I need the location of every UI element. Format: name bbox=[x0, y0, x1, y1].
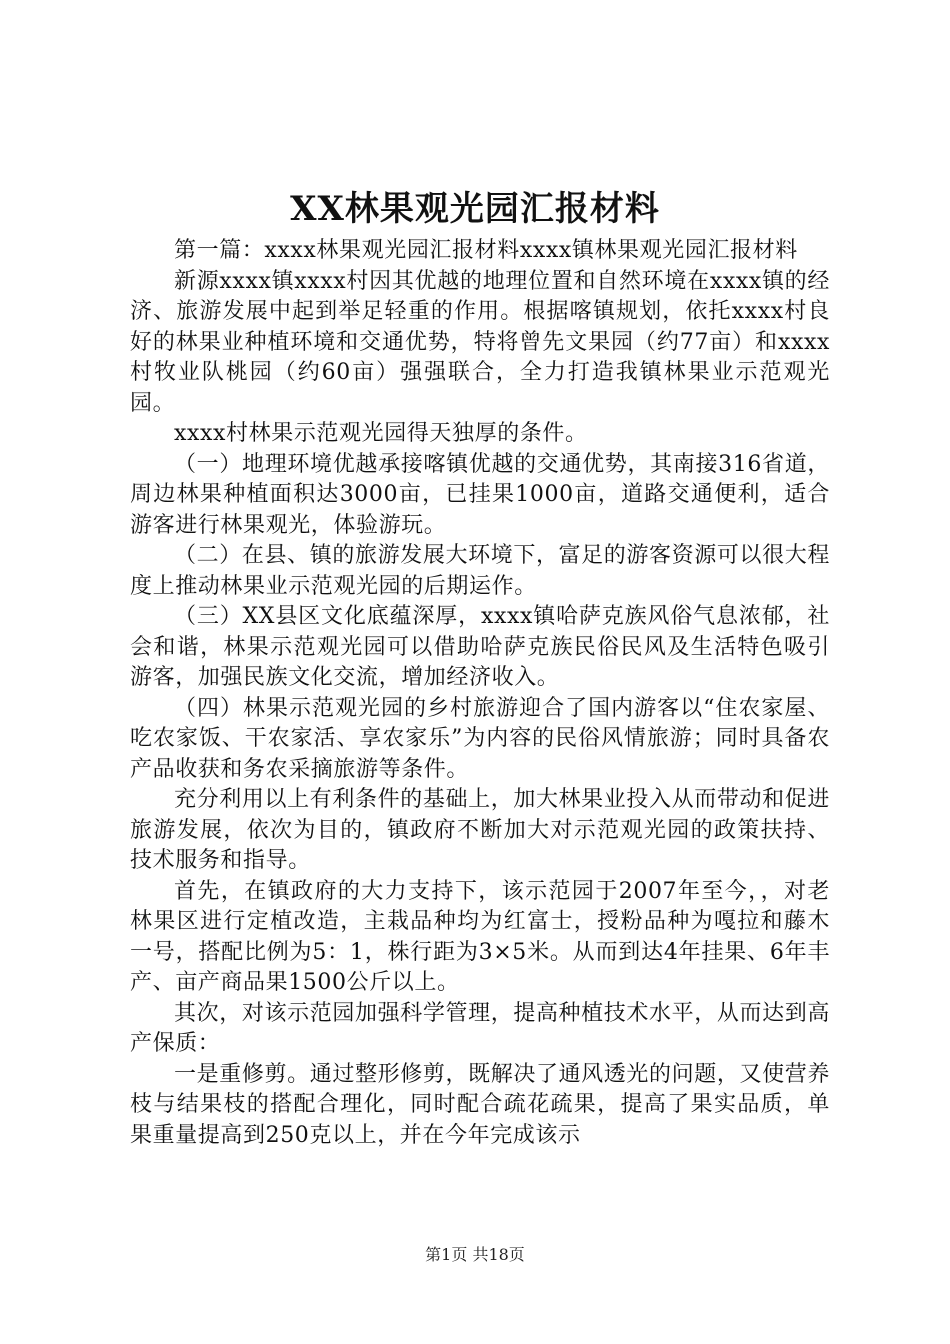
paragraph-6: （三）XX县区文化底蕴深厚，xxxx镇哈萨克族风俗气息浓郁，社会和谐，林果示范观光园可以借助哈萨克族民俗民风及生活特色吸引游客，加强民族文化交流，增加经济收入。 bbox=[130, 604, 830, 690]
document-title: XX林果观光园汇报材料 bbox=[290, 189, 660, 229]
paragraph-3: xxxx村林果示范观光园得天独厚的条件。 bbox=[174, 421, 588, 446]
paragraph-2: 新源xxxx镇xxxx村因其优越的地理位置和自然环境在xxxx镇的经济、旅游发展中起到举足轻重的作用。根据喀镇规划，依托xxxx村良好的林果业种植环境和交通优势，特将曾先文果园（约77亩）和xxxx村牧业队桃园（约60亩）强强联合，全力打造我镇林果业示范观光园。 bbox=[130, 268, 830, 416]
paragraph-11: 一是重修剪。通过整形修剪，既解决了通风透光的问题，又使营养枝与结果枝的搭配合理化，同时配合疏花疏果，提高了果实品质，单果重量提高到250克以上，并在今年完成该示 bbox=[130, 1061, 830, 1148]
paragraph-1: 第一篇：xxxx林果观光园汇报材料xxxx镇林果观光园汇报材料 bbox=[174, 238, 798, 263]
paragraph-9: 首先，在镇政府的大力支持下，该示范园于2007年至今，，对老林果区进行定植改造，主栽品种均为红富士，授粉品种为嘎拉和藤木一号，搭配比例为5：1，株行距为3×5米。从而到达4年挂果、6年丰产、亩产商品果1500公斤以上。 bbox=[130, 878, 830, 995]
paragraph-7: （四）林果示范观光园的乡村旅游迎合了国内游客以“住农家屋、吃农家饭、干农家活、享农家乐”为内容的民俗风情旅游；同时具备农产品收获和务农采摘旅游等条件。 bbox=[130, 695, 830, 782]
document-body bbox=[130, 236, 830, 1151]
paragraph-4: （一）地理环境优越承接喀镇优越的交通优势，其南接316省道，周边林果种植面积达3000亩，已挂果1000亩，道路交通便利，适合游客进行林果观光，体验游玩。 bbox=[130, 451, 830, 538]
paragraph-5: （二）在县、镇的旅游发展大环境下，富足的游客资源可以很大程度上推动林果业示范观光园的后期运作。 bbox=[130, 543, 830, 599]
page-number-footer: 第1页 共18页 bbox=[425, 1245, 525, 1264]
paragraph-8: 充分利用以上有利条件的基础上，加大林果业投入从而带动和促进旅游发展，依次为目的，镇政府不断加大对示范观光园的政策扶持、技术服务和指导。 bbox=[130, 787, 830, 873]
paragraph-10: 其次，对该示范园加强科学管理，提高种植技术水平，从而达到高产保质： bbox=[130, 1000, 830, 1056]
